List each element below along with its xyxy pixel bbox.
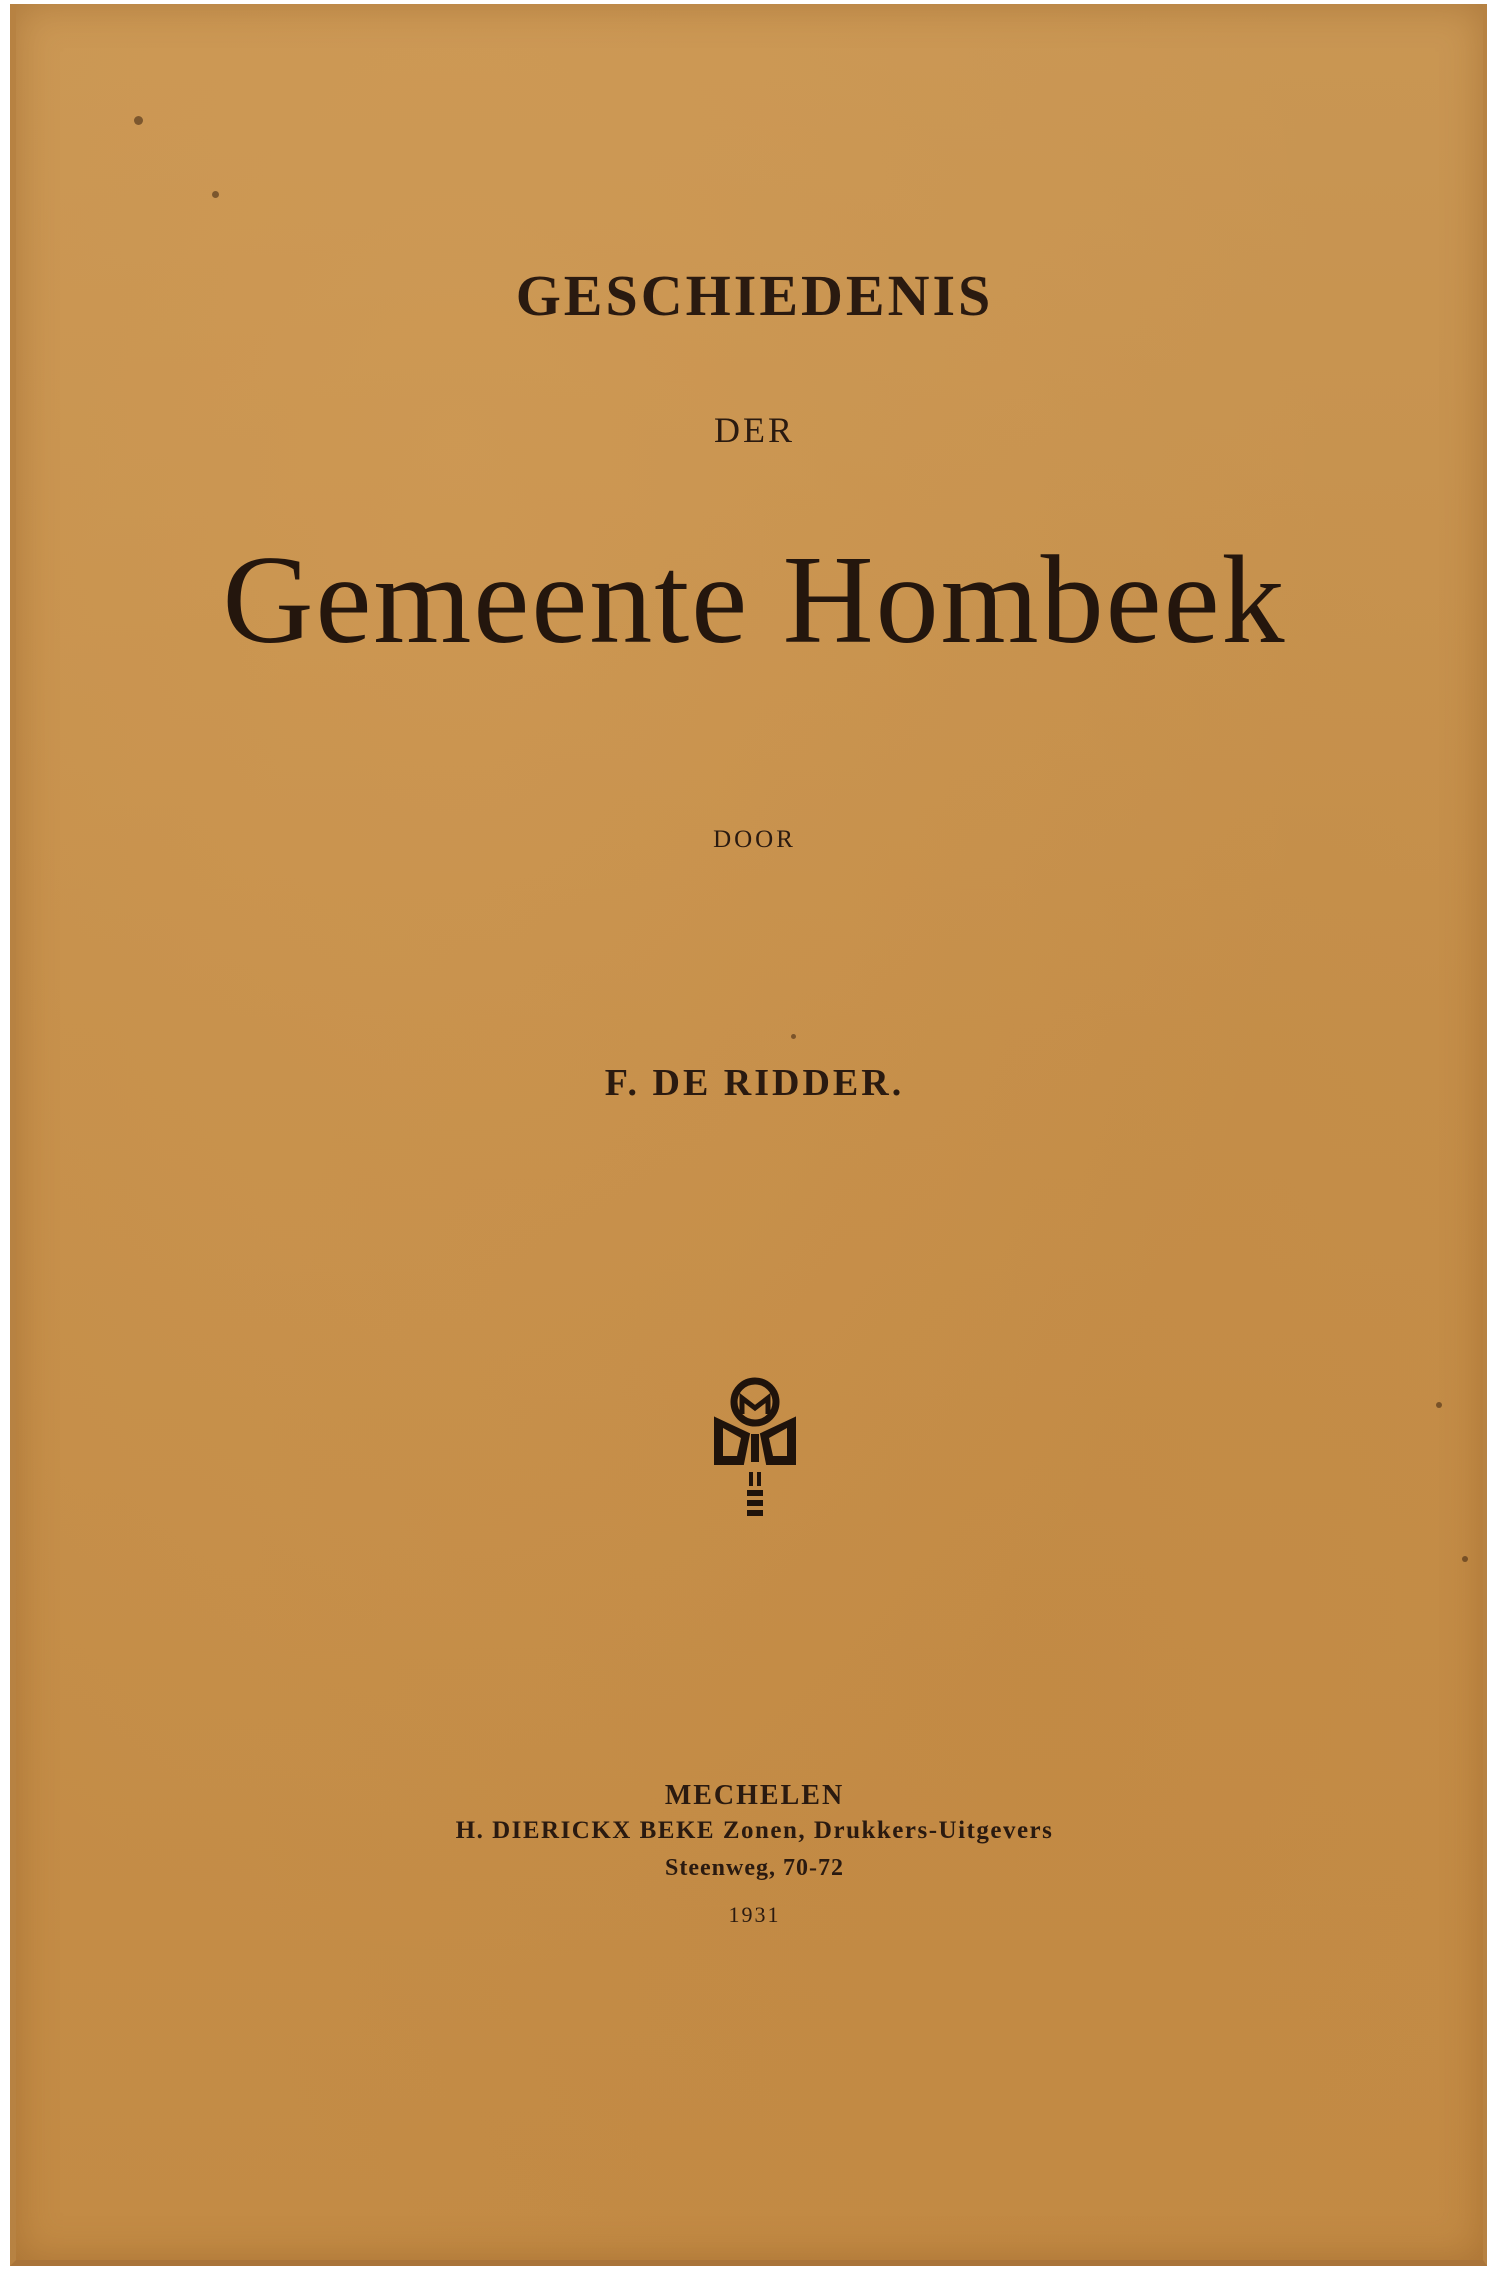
- imprint-city: MECHELEN: [664, 1780, 845, 1811]
- title-line-geschiedenis: GESCHIEDENIS: [515, 263, 994, 328]
- paper-speck: [1436, 1402, 1442, 1408]
- byline-label: DOOR: [713, 826, 796, 853]
- printer-mark-emblem-icon: [709, 1376, 801, 1528]
- imprint-year: 1931: [728, 1902, 781, 1927]
- paper-speck: [791, 1034, 796, 1039]
- book-cover: [10, 4, 1487, 2266]
- title-line-der: DER: [714, 410, 795, 450]
- paper-speck: [1462, 1556, 1468, 1562]
- imprint-address: Steenweg, 70-72: [665, 1855, 844, 1881]
- paper-speck: [212, 191, 219, 198]
- imprint-publisher: H. DIERICKX BEKE Zonen, Drukkers-Uitgevers: [455, 1817, 1054, 1844]
- paper-speck: [134, 116, 143, 125]
- author-name: F. DE RIDDER.: [604, 1062, 905, 1104]
- main-title: Gemeente Hombeek: [222, 531, 1287, 670]
